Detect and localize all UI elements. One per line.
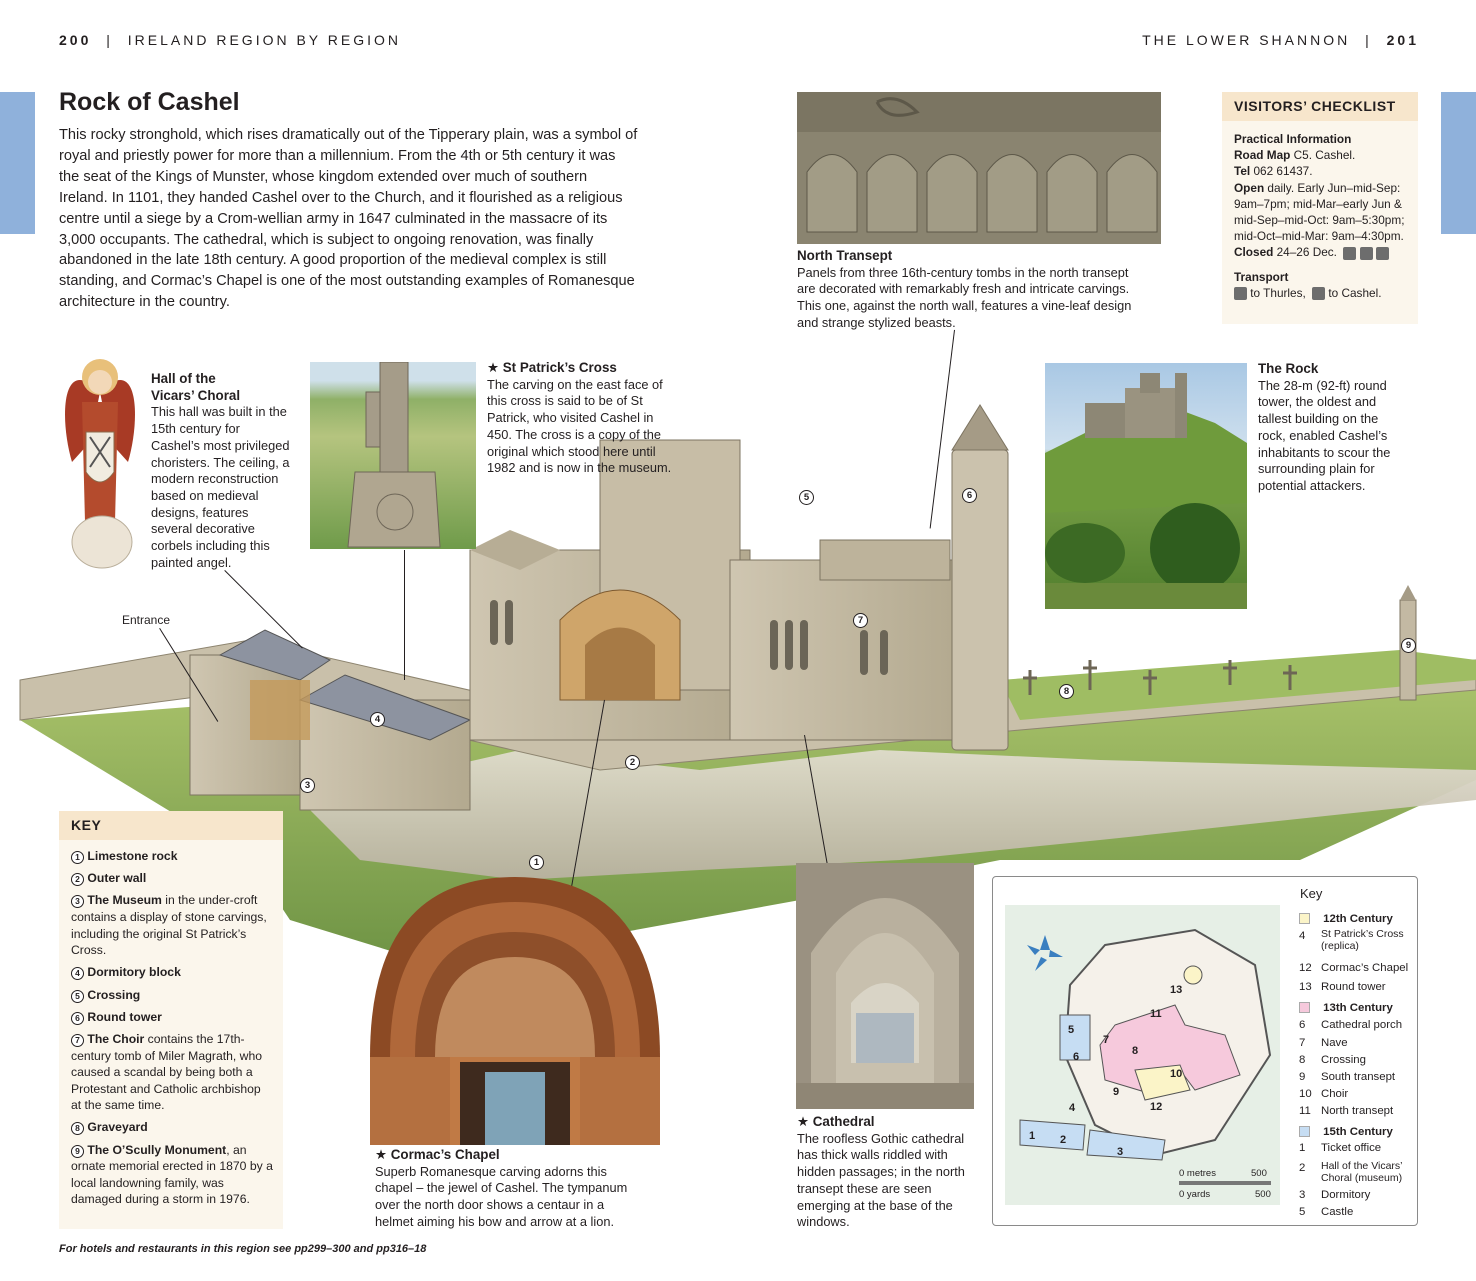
painted-angel-image bbox=[60, 332, 140, 570]
cross-leader-line bbox=[404, 550, 405, 680]
practical-info-heading: Practical Information bbox=[1234, 132, 1352, 146]
cormacs-chapel-text: Superb Romanesque carving adorns this chapel – the jewel of Cashel. The tympanum over the north door shows a centaur in a helmet aiming his bow and arrow at a lion. bbox=[375, 1163, 628, 1229]
the-rock-photo bbox=[1045, 363, 1247, 609]
scale-bar bbox=[1179, 1181, 1271, 1185]
rail-text: to Thurles, bbox=[1247, 285, 1306, 300]
plan-item-1: 1 Ticket office bbox=[1299, 1142, 1382, 1154]
st-patricks-cross-caption bbox=[487, 360, 677, 477]
plan-item-11: 11 North transept bbox=[1299, 1105, 1394, 1117]
right-page-number: 201 bbox=[1386, 32, 1419, 48]
road-map-label: Road Map bbox=[1234, 148, 1291, 163]
plan-item-9: 9 South transept bbox=[1299, 1071, 1396, 1083]
key-item-9: 9 The O’Scully Monument, an ornate memorial erected in 1870 by a local landowning family, was damaged during a storm in 1976. bbox=[71, 1142, 273, 1207]
key-item-7: 7 The Choir contains the 17th-century tomb of Miler Magrath, who caused a scandal by being both a Protestant and Catholic archbishop at the same time. bbox=[71, 1031, 263, 1113]
plan-label-7: 7 bbox=[1103, 1034, 1110, 1046]
the-rock-caption bbox=[1258, 361, 1408, 495]
right-thumb-tab bbox=[1441, 92, 1476, 234]
page-title: Rock of Cashel bbox=[59, 88, 240, 116]
plan-item-5: 5 Castle bbox=[1299, 1206, 1354, 1218]
plan-item-10: 10 Choir bbox=[1299, 1088, 1349, 1100]
right-running-head: THE LOWER SHANNON | 201 bbox=[1142, 32, 1419, 48]
plan-item-12: 12 Cormac’s Chapel bbox=[1299, 962, 1409, 974]
limestone-rock bbox=[300, 750, 1476, 880]
plan-label-2: 2 bbox=[1060, 1134, 1067, 1146]
swatch-12th bbox=[1299, 913, 1310, 924]
plan-label-12: 12 bbox=[1150, 1101, 1163, 1113]
st-patricks-cross-text: The carving on the east face of this cross is said to be of St Patrick, who visited Cashel in 450. The cross is a copy of the original which stood here until 1982 and is now in the museum. bbox=[487, 376, 672, 476]
facility-icon bbox=[1343, 247, 1356, 260]
cathedral-text: The roofless Gothic cathedral has thick walls riddled with hidden passages; in the north transept these are seen emerging at the base of the windows. bbox=[797, 1130, 965, 1230]
scale-yards-label: 0 yards bbox=[1179, 1189, 1211, 1200]
swatch-13th bbox=[1299, 1002, 1310, 1013]
cathedral-interior-photo bbox=[796, 863, 974, 1109]
north-transept-heading: North Transept bbox=[797, 248, 893, 263]
left-section-title: IRELAND REGION BY REGION bbox=[127, 32, 402, 48]
left-page-number: 200 bbox=[59, 32, 92, 48]
plan-item-4: 4 St Patrick’s Cross (replica) bbox=[1299, 928, 1404, 952]
cathedral-heading: ★ Cathedral bbox=[797, 1114, 875, 1129]
marker-8: 8 bbox=[1059, 684, 1074, 699]
train-icon bbox=[1234, 287, 1247, 300]
scale-metres-max: 500 bbox=[1251, 1168, 1267, 1179]
footer-note: For hotels and restaurants in this region see pp299–300 and pp316–18 bbox=[59, 1243, 427, 1255]
vicars-choral-text: This hall was built in the 15th century for Cashel’s most privileged choristers. The ceiling, a modern reconstruction based on medieval designs, features several decorative corbels including this painted angel. bbox=[151, 404, 290, 570]
key-item-1: 1 Limestone rock bbox=[71, 848, 273, 865]
plan-label-3: 3 bbox=[1117, 1146, 1124, 1158]
marker-6: 6 bbox=[962, 488, 977, 503]
plan-label-10: 10 bbox=[1170, 1068, 1183, 1080]
st-patricks-cross-heading: ★ St Patrick’s Cross bbox=[487, 360, 617, 375]
st-patricks-cross-image bbox=[310, 362, 476, 549]
closed-value: 24–26 Dec. bbox=[1273, 245, 1337, 260]
plan-item-7: 7 Nave bbox=[1299, 1037, 1348, 1049]
key-title: KEY bbox=[59, 811, 283, 840]
open-label: Open bbox=[1234, 180, 1265, 195]
north-transept-caption bbox=[797, 248, 1147, 332]
plan-item-8: 8 Crossing bbox=[1299, 1054, 1366, 1066]
cafe-icon bbox=[1376, 247, 1389, 260]
tel-value: 062 61437. bbox=[1250, 164, 1313, 179]
the-rock-text: The 28-m (92-ft) round tower, the oldest and tallest building on the rock, enabled Cashel’s inhabitants to scour the surrounding plain for potential attackers. bbox=[1258, 377, 1391, 493]
transport-heading: Transport bbox=[1234, 269, 1289, 284]
visitors-checklist-title: VISITORS’ CHECKLIST bbox=[1222, 92, 1418, 121]
plan-label-6: 6 bbox=[1073, 1051, 1080, 1063]
plan-group-15th: 15th Century bbox=[1299, 1125, 1393, 1139]
bus-text: to Cashel. bbox=[1325, 285, 1382, 300]
illustration-key bbox=[59, 811, 283, 1229]
key-item-3: 3 The Museum in the under-croft contains a display of stone carvings, including the original St Patrick’s Cross. bbox=[71, 893, 267, 958]
closed-label: Closed bbox=[1234, 245, 1274, 260]
plan-item-2: 2 Hall of the Vicars’ Choral (museum) bbox=[1299, 1160, 1403, 1184]
vicars-choral-heading-1: Hall of the bbox=[151, 371, 216, 386]
marker-3: 3 bbox=[300, 778, 315, 793]
swatch-15th bbox=[1299, 1126, 1310, 1137]
north-transept-text: Panels from three 16th-century tombs in the north transept are decorated with remarkably fresh and intricate carvings. This one, against the north wall, features a vine-leaf design and strange stylized beasts. bbox=[797, 264, 1132, 330]
key-item-5: 5 Crossing bbox=[71, 987, 273, 1004]
tel-label: Tel bbox=[1234, 164, 1251, 179]
north-transept-carving-image bbox=[797, 92, 1161, 244]
vicars-choral-caption bbox=[146, 371, 292, 571]
cormacs-chapel-image bbox=[370, 877, 660, 1145]
plan-label-13: 13 bbox=[1170, 984, 1183, 996]
entrance-label: Entrance bbox=[122, 613, 171, 627]
the-rock-heading: The Rock bbox=[1258, 361, 1319, 376]
scale-metres-label: 0 metres bbox=[1179, 1168, 1216, 1179]
plan-label-4: 4 bbox=[1069, 1102, 1076, 1114]
plan-label-1: 1 bbox=[1029, 1130, 1036, 1142]
cormacs-chapel-heading: ★ Cormac’s Chapel bbox=[375, 1147, 500, 1162]
key-item-8: 8 Graveyard bbox=[71, 1119, 273, 1136]
visitors-checklist bbox=[1222, 92, 1418, 324]
cathedral-caption bbox=[797, 1114, 977, 1231]
site-plan-box bbox=[992, 876, 1418, 1226]
marker-2: 2 bbox=[625, 755, 640, 770]
right-section-title: THE LOWER SHANNON bbox=[1142, 32, 1351, 48]
bus-icon bbox=[1312, 287, 1325, 300]
plan-item-3: 3 Dormitory bbox=[1299, 1189, 1371, 1201]
wheelchair-icon bbox=[1360, 247, 1373, 260]
open-value: daily. Early Jun–mid-Sep: 9am–7pm; mid-Mar–early Jun & mid-Sep–mid-Oct: 9am–5:30pm; mid-Oct–mid-Mar: 9am–4:30pm. bbox=[1234, 180, 1405, 244]
left-thumb-tab bbox=[0, 92, 35, 234]
plan-label-5: 5 bbox=[1068, 1024, 1075, 1036]
plan-group-13th: 13th Century bbox=[1299, 1001, 1393, 1015]
key-item-6: 6 Round tower bbox=[71, 1009, 273, 1026]
key-item-2: 2 Outer wall bbox=[71, 870, 273, 887]
marker-4: 4 bbox=[370, 712, 385, 727]
plan-label-9: 9 bbox=[1113, 1086, 1120, 1098]
marker-5: 5 bbox=[799, 490, 814, 505]
cormacs-chapel-caption bbox=[375, 1147, 640, 1231]
plan-label-11: 11 bbox=[1150, 1008, 1162, 1020]
scale-yards-max: 500 bbox=[1255, 1189, 1271, 1200]
vicars-choral-heading-2: Vicars’ Choral bbox=[151, 387, 241, 403]
road-map-value: C5. Cashel. bbox=[1290, 148, 1356, 163]
intro-paragraph: This rocky stronghold, which rises dramatically out of the Tipperary plain, was a symbol of royal and priestly power for more than a millennium. From the 4th or 5th century it was the seat of the Kings of Munster, whose kingdom extended over much of southern Ireland. In 1101, they handed Cashel over to the Church, and it flourished as a religious centre until a siege by a Crom-wellian army in 1647 culminated in the massacre of its 3,000 occupants. The cathedral, which is subject to ongoing renovation, was finally abandoned in the late 18th century. A good proportion of the medieval complex is still standing, and Cormac’s Chapel is one of the most outstanding examples of Romanesque architecture in the country. bbox=[59, 127, 638, 311]
left-running-head: 200 | IRELAND REGION BY REGION bbox=[59, 32, 402, 48]
marker-7: 7 bbox=[853, 613, 868, 628]
key-item-4: 4 Dormitory block bbox=[71, 964, 273, 981]
marker-9: 9 bbox=[1401, 638, 1416, 653]
plan-key-title: Key bbox=[1300, 886, 1323, 901]
site-plan-map bbox=[1005, 905, 1280, 1205]
plan-label-8: 8 bbox=[1132, 1045, 1139, 1057]
plan-item-6: 6 Cathedral porch bbox=[1299, 1019, 1403, 1031]
plan-group-12th: 12th Century bbox=[1299, 912, 1393, 926]
dormitory-block bbox=[190, 630, 470, 810]
marker-1: 1 bbox=[529, 855, 544, 870]
plan-item-13: 13 Round tower bbox=[1299, 981, 1386, 993]
